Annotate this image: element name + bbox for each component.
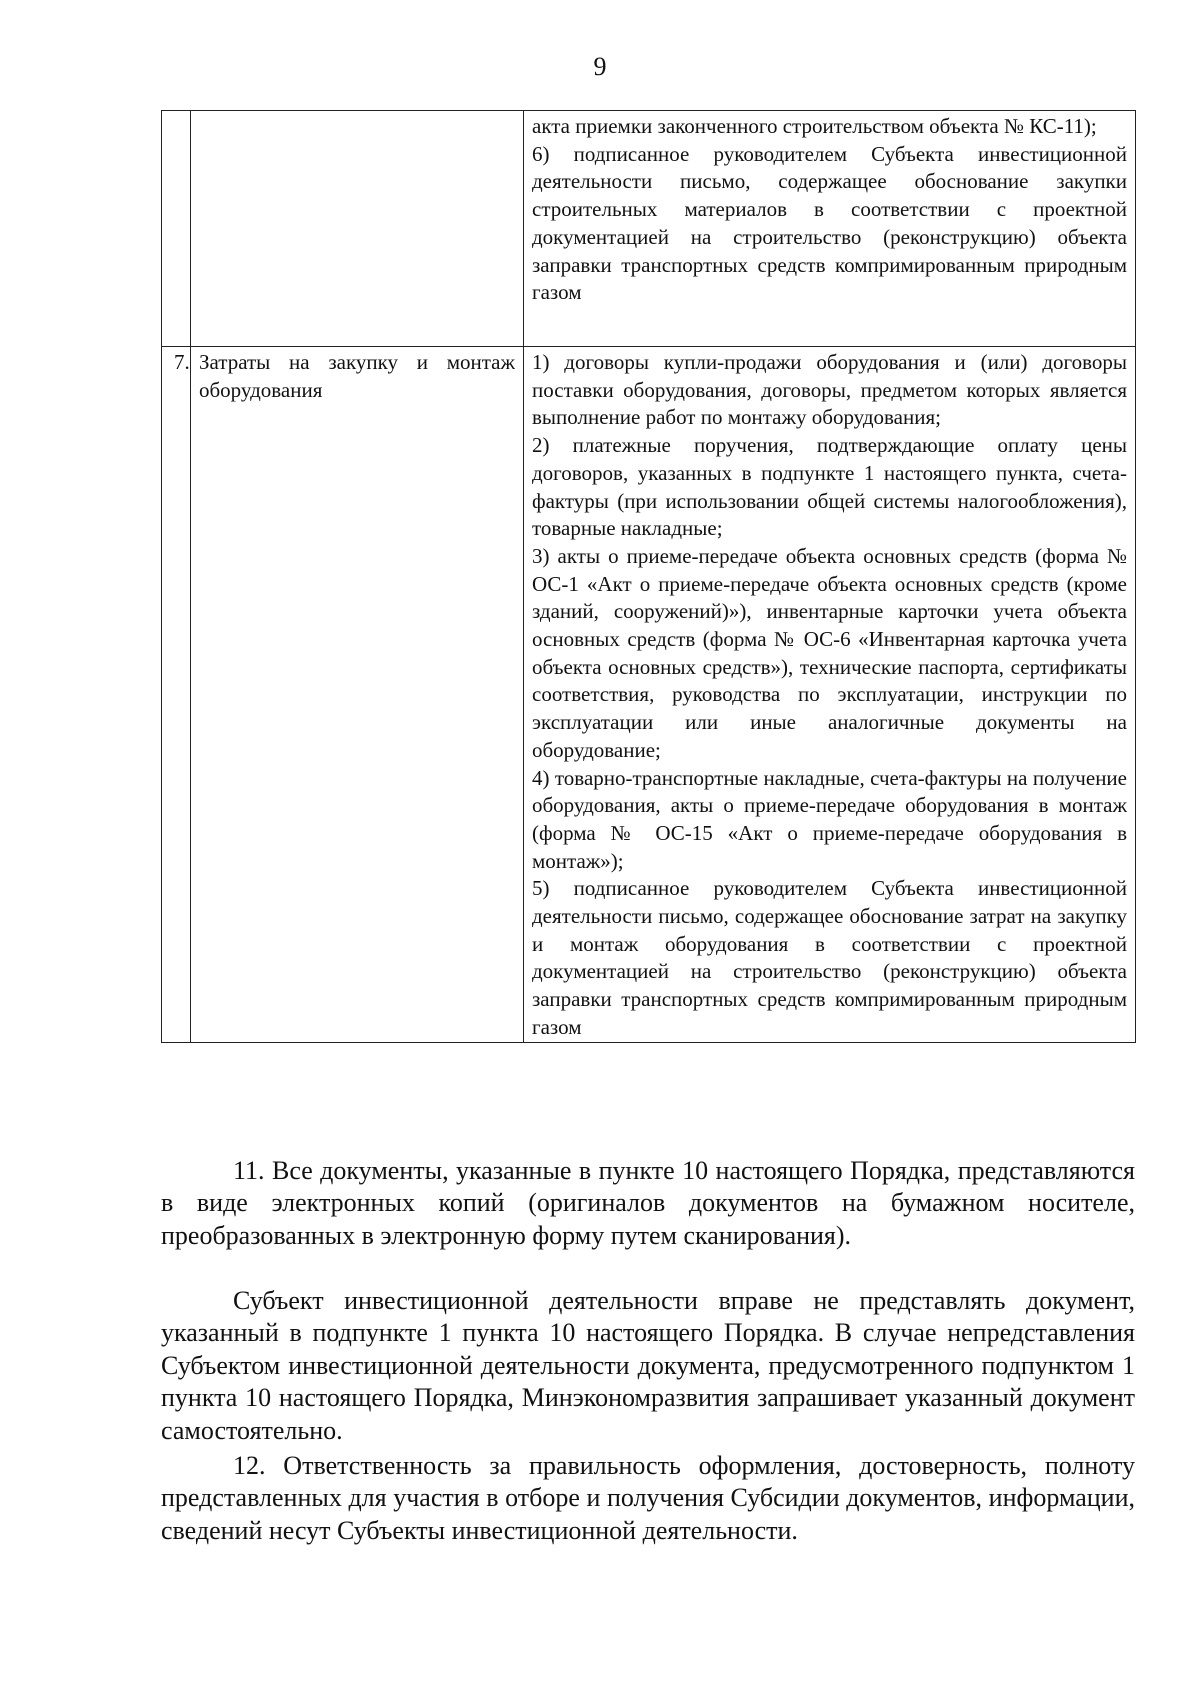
page-number: 9 (593, 52, 607, 81)
cost-name: Затраты на закупку и монтаж оборудования (199, 350, 515, 402)
paragraph-11: 11. Все документы, указанные в пункте 10 настоящего Порядка, представляются в виде электронных копий (оригиналов документов на бумажном носителе, преобразованных в электронную форму путем сканирования). (161, 1156, 1135, 1250)
documents-cell (524, 111, 1136, 347)
paragraph-11-continuation: Субъект инвестиционной деятельности вправе не представлять документ, указанный в подпункте 1 пункта 10 настоящего Порядка. В случае непредставления Субъектом инвестиционной деятельности документа, предусмотренного подпунктом 1 пункта 10 настоящего Порядка, Минэкономразвития запрашивает указанный документ самостоятельно. (161, 1286, 1135, 1445)
document-item: 6) подписанное руководителем Субъекта инвестиционной деятельности письмо, содержащее обоснование закупки строительных материалов в соответствии с проектной документацией на строительство (реконструкцию) объекта заправки транспортных средств компримированным природным газом (532, 141, 1127, 305)
document-item: акта приемки законченного строительством объекта № КС-11); (532, 114, 1097, 138)
paragraph-12: 12. Ответственность за правильность оформления, достоверность, полноту представленных для участия в отборе и получения Субсидии документов, информации, сведений несут Субъекты инвестиционной деятельности. (161, 1451, 1135, 1545)
document-item: 5) подписанное руководителем Субъекта инвестиционной деятельности письмо, содержащее обоснование затрат на закупку и монтаж оборудования в соответствии с проектной документацией на строительство (реконструкцию) объекта заправки транспортных средств компримированным природным газом (532, 876, 1127, 1039)
documents-cell (524, 347, 1136, 1043)
cost-name-cell (191, 347, 524, 1043)
cost-name-cell (191, 111, 524, 347)
table-row (162, 111, 1136, 347)
document-item: 2) платежные поручения, подтверждающие оплату цены договоров, указанных в подпункте 1 настоящего пункта, счета-фактуры (при использовании общей системы налогообложения), товарные накладные; (532, 433, 1127, 541)
documents-table (161, 110, 1136, 1043)
row-number-cell (162, 347, 191, 1043)
document-item: 1) договоры купли-продажи оборудования и (или) договоры поставки оборудования, договоры, предметом которых является выполнение работ по монтажу оборудования; (532, 350, 1127, 430)
row-number: 7. (174, 350, 190, 374)
table-row (162, 347, 1136, 1043)
document-item: 3) акты о приеме-передаче объекта основных средств (форма № ОС-1 «Акт о приеме-передаче объекта основных средств (кроме зданий, сооружений)»), инвентарные карточки учета объекта основных средств (форма № ОС-6 «Инвентарная карточка учета объекта основных средств»), технические паспорта, сертификаты соответствия, руководства по эксплуатации, инструкции по эксплуатации или иные аналогичные документы на оборудование; (532, 543, 1127, 762)
row-number-cell (162, 111, 191, 347)
document-item: 4) товарно-транспортные накладные, счета-фактуры на получение оборудования, акты о приеме-передаче оборудования в монтаж (форма № ОС-15 «Акт о приеме-передаче оборудования в монтаж»); (532, 765, 1127, 873)
